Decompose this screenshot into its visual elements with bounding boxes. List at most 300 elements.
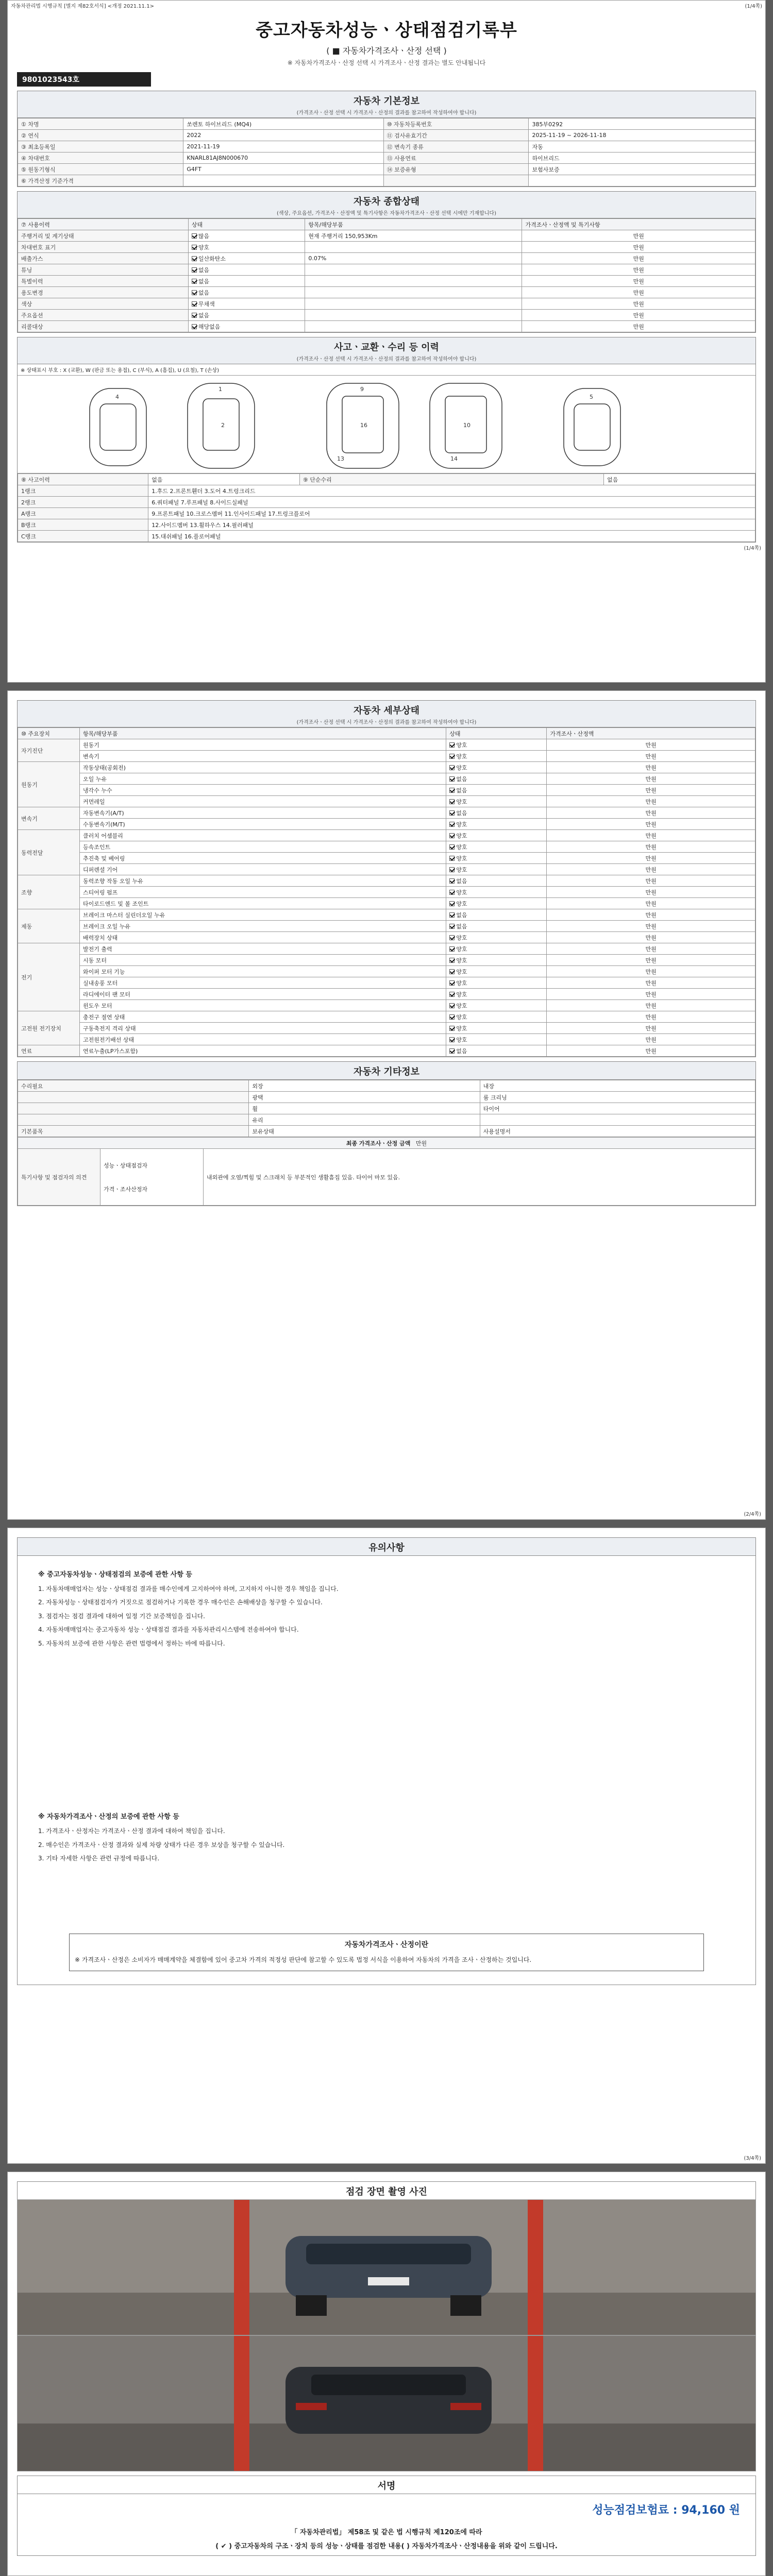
item-detail <box>305 310 522 321</box>
page-number: (2/4쪽) <box>744 1512 761 1517</box>
item-name: 광택 <box>249 1092 480 1103</box>
field-value: 2025-11-19 ~ 2026-11-18 <box>529 130 755 141</box>
table-row <box>18 1011 755 1023</box>
checkbox <box>449 958 455 963</box>
item-name: 배출가스 <box>18 253 189 264</box>
state-text: 양호 <box>456 832 467 839</box>
table-row <box>18 130 755 141</box>
caution-body: ※ 중고자동차성능ㆍ상태점검의 보증에 관한 사항 등 1. 자동차매매업자는 성능ㆍ상태점검 결과를 매수인에게 고지하여야 하며, 고지하지 아니한 경우 책임을 집니다. 2. 자동차성능ㆍ상태점검자가 거짓으로 점검하거나 기록한 경우 매수인은 손해배상을 청구할 수 있습니다. 3. 점검자는 점검 결과에 대하여 일정 기간 보증책임을 집니다. 4. 자동차매매업자는 중고자동차 성능ㆍ상태점검 결과를 자동차관리시스템에 전송하여야 합니다. 5. 자동차의 보증에 관한 사항은 관련 법령에서 정하는 바에 따릅니다. ※ 자동차가격조사ㆍ산정의 보증에 관한 사항 등 1. 가격조사ㆍ산정자는 가격조사ㆍ산정 결과에 대하여 책임을 집니다. 2. 매수인은 가격조사ㆍ산정 결과와 실제 차량 상태가 다른 경우 보상을 청구할 수 있습니다. 3. 기타 자세한 사항은 관련 규정에 따릅니다. 자동차가격조사ㆍ산정이란 ※ 가격조사ㆍ산정은 소비자가 매매계약을 체결함에 있어 중고차 가격의 적정성 판단에 참고할 수 있도록 법정 서식을 이용하여 자동차의 가격을 조사ㆍ산정하는 것입니다. <box>17 1555 756 1985</box>
document-title-block <box>8 16 765 67</box>
state-text: 양호 <box>456 764 467 771</box>
summary-header: 자동차 종합상태 (색상, 주요옵션, 가격조사ㆍ산정액 및 특기사항은 자동차가격조사ㆍ산정 선택 시에만 기재합니다) <box>17 191 756 218</box>
state-cell <box>446 796 547 807</box>
part-name: 동력조향 작동 오일 누유 <box>80 875 446 887</box>
price-cell: 만원 <box>547 932 755 943</box>
state-text: 양호 <box>456 889 467 896</box>
device-group: 전기 <box>18 943 80 1011</box>
state-cell <box>446 921 547 932</box>
part-name: 연료누출(LP가스포함) <box>80 1045 446 1057</box>
item-name: 특별이력 <box>18 276 189 287</box>
checkbox <box>192 267 197 273</box>
checkbox <box>449 742 455 748</box>
table-row <box>18 830 755 841</box>
table-row <box>18 932 755 943</box>
price-cell: 만원 <box>547 989 755 1000</box>
state-cell <box>188 276 305 287</box>
table-row <box>18 531 755 542</box>
legal-statement-2: ( ✔ ) 중고자동차의 구조ㆍ장치 등의 성능ㆍ상태를 점검한 내용( ) 자동차가격조사ㆍ산정내용을 위와 같이 드립니다. <box>215 2543 558 2550</box>
page-header <box>8 1 765 9</box>
rank-label: B랭크 <box>18 519 148 531</box>
state-cell <box>446 909 547 921</box>
table-row <box>18 485 755 497</box>
item-name: 유리 <box>249 1114 480 1126</box>
state-cell <box>446 1011 547 1023</box>
part-name: 윈도우 모터 <box>80 1000 446 1011</box>
state-cell <box>446 966 547 977</box>
basic-info-header: 자동차 기본정보 (가격조사ㆍ산정 선택 시 가격조사ㆍ산정의 결과를 참고하여 작성하여야 합니다) <box>17 91 756 117</box>
column-header: 가격조사ㆍ산정액 <box>547 728 755 739</box>
price-cell: 만원 <box>547 739 755 751</box>
state-text: 없음 <box>198 312 210 319</box>
part-name: 수동변속기(M/T) <box>80 819 446 830</box>
svg-text:14: 14 <box>450 455 458 462</box>
part-name: 추진축 및 베어링 <box>80 853 446 864</box>
state-text: 많음 <box>198 232 210 240</box>
device-group: 고전원 전기장치 <box>18 1011 80 1045</box>
price-cell: 만원 <box>547 943 755 955</box>
state-cell <box>446 1023 547 1034</box>
state-cell <box>446 977 547 989</box>
price-cell: 만원 <box>547 853 755 864</box>
form-reference: 자동차관리법 시행규칙 [별지 제82호서식] <개정 2021.11.1> <box>11 4 154 9</box>
field-value <box>183 175 383 187</box>
part-name: 충전구 절연 상태 <box>80 1011 446 1023</box>
state-cell <box>446 887 547 898</box>
document-note: ※ 자동차가격조사ㆍ산정 선택 시 가격조사ㆍ산정 결과는 별도 안내됩니다 <box>287 59 486 66</box>
price-cell: 만원 <box>547 887 755 898</box>
other-info-table <box>17 1079 756 1206</box>
car-on-lift-photo <box>18 2200 756 2335</box>
price-cell: 만원 <box>547 966 755 977</box>
table-row <box>18 1103 755 1114</box>
item-name: 주요옵션 <box>18 310 189 321</box>
state-text: 양호 <box>456 945 467 953</box>
field-label: ⑤ 원동기형식 <box>18 164 183 175</box>
other-info-header: 자동차 기타정보 <box>17 1061 756 1079</box>
device-group: 변속기 <box>18 807 80 830</box>
table-row <box>18 519 755 531</box>
column-header: ⑦ 사용이력 <box>18 219 189 230</box>
part-name: 작동상태(공회전) <box>80 762 446 773</box>
state-text: 없음 <box>456 877 467 885</box>
table-row <box>18 1000 755 1011</box>
item-name: 주행거리 및 계기상태 <box>18 230 189 242</box>
field-label: ⑬ 사용연료 <box>383 152 529 164</box>
field-label: ⑪ 검사유효기간 <box>383 130 529 141</box>
state-text: 양호 <box>456 1036 467 1043</box>
car-rear-photo <box>18 2336 756 2471</box>
part-name: 와이퍼 모터 기능 <box>80 966 446 977</box>
price-explanation-box: 자동차가격조사ㆍ산정이란 ※ 가격조사ㆍ산정은 소비자가 매매계약을 체결함에 있어 중고차 가격의 적정성 판단에 참고할 수 있도록 법정 서식을 이용하여 자동차의 가격을 조사ㆍ산정하는 것입니다. <box>69 1934 704 1971</box>
price-cell: 만원 <box>547 875 755 887</box>
car-damage-diagram <box>18 376 755 473</box>
accident-history-value: 없음 <box>148 474 300 485</box>
table-row <box>18 807 755 819</box>
checkbox <box>192 256 197 261</box>
state-cell <box>446 1045 547 1057</box>
svg-text:4: 4 <box>115 394 119 400</box>
field-value: 하이브리드 <box>529 152 755 164</box>
state-cell <box>446 932 547 943</box>
rank-items: 9.프론트패널 10.크로스멤버 11.인사이드패널 17.트렁크플로어 <box>148 508 755 519</box>
special-notes-text: 내외관에 오염/찍힘 및 스크래치 등 부분적인 생활흠집 있음. 타이어 마모 있음. <box>204 1149 755 1206</box>
part-name: 브레이크 오일 누유 <box>80 921 446 932</box>
price-cell: 만원 <box>522 230 755 242</box>
checkbox <box>449 969 455 974</box>
state-text: 없음 <box>456 1047 467 1055</box>
field-label: ⑩ 자동차등록번호 <box>383 118 529 130</box>
state-text: 없음 <box>456 911 467 919</box>
column-header: 항목/해당부품 <box>80 728 446 739</box>
price-cell: 만원 <box>547 819 755 830</box>
field-label: ③ 최초등록일 <box>18 141 183 152</box>
basic-info-table <box>17 117 756 187</box>
item-name: 보유상태 <box>249 1126 480 1137</box>
price-cell: 만원 <box>547 955 755 966</box>
page-number: (3/4쪽) <box>744 2156 761 2161</box>
item-detail: 0.07% <box>305 253 522 264</box>
table-row <box>18 819 755 830</box>
checkbox <box>449 878 455 884</box>
state-cell <box>188 321 305 332</box>
table-row <box>18 785 755 796</box>
table-row <box>18 164 755 175</box>
device-group: 원동기 <box>18 762 80 807</box>
svg-text:16: 16 <box>360 422 367 429</box>
state-text: 양호 <box>456 991 467 998</box>
part-name: 고전원전기배선 상태 <box>80 1034 446 1045</box>
state-cell <box>188 242 305 253</box>
state-cell <box>446 955 547 966</box>
column-header: 항목/해당부품 <box>305 219 522 230</box>
price-cell: 만원 <box>547 751 755 762</box>
field-label: ⑥ 가격산정 기준가격 <box>18 175 183 187</box>
field-label <box>383 175 529 187</box>
table-row <box>18 242 755 253</box>
state-text: 양호 <box>456 934 467 941</box>
part-name: 배력장치 상태 <box>80 932 446 943</box>
checkbox <box>192 324 197 329</box>
price-cell: 만원 <box>547 1023 755 1034</box>
field-label: ② 연식 <box>18 130 183 141</box>
state-text: 일산화탄소 <box>198 255 226 262</box>
checkbox <box>449 980 455 986</box>
state-text: 무채색 <box>198 300 215 308</box>
state-cell <box>188 310 305 321</box>
price-cell: 만원 <box>522 264 755 276</box>
state-cell <box>446 853 547 864</box>
item-name: 차대번호 표기 <box>18 242 189 253</box>
page-2 <box>7 690 766 1520</box>
checkbox <box>449 890 455 895</box>
page-number: (1/4쪽) <box>744 546 761 551</box>
state-cell <box>446 898 547 909</box>
item-name: 휠 <box>249 1103 480 1114</box>
checkbox <box>449 935 455 940</box>
state-text: 없음 <box>456 809 467 817</box>
part-name: 커먼레일 <box>80 796 446 807</box>
price-cell: 만원 <box>522 253 755 264</box>
checkbox <box>449 1003 455 1008</box>
state-cell <box>446 739 547 751</box>
price-cell: 만원 <box>547 1000 755 1011</box>
state-text: 양호 <box>456 1002 467 1009</box>
table-row <box>18 321 755 332</box>
table-row <box>18 898 755 909</box>
state-text: 양호 <box>456 843 467 851</box>
checkbox <box>449 822 455 827</box>
checkbox <box>192 233 197 239</box>
state-cell <box>446 864 547 875</box>
state-cell <box>446 841 547 853</box>
field-label: ⑭ 보증유형 <box>383 164 529 175</box>
state-cell <box>188 230 305 242</box>
table-row <box>18 508 755 519</box>
checkbox <box>449 1026 455 1031</box>
checkbox <box>192 290 197 295</box>
simple-repair-label: ⑨ 단순수리 <box>299 474 603 485</box>
price-cell: 만원 <box>547 807 755 819</box>
state-cell <box>446 830 547 841</box>
state-cell <box>446 773 547 785</box>
device-group: 동력전달 <box>18 830 80 875</box>
checkbox <box>449 992 455 997</box>
state-cell <box>446 1000 547 1011</box>
state-text: 양호 <box>456 900 467 907</box>
group-label: 수리필요 <box>18 1080 249 1092</box>
page-count: (1/4쪽) <box>745 4 762 9</box>
part-name: 냉각수 누수 <box>80 785 446 796</box>
table-row <box>18 152 755 164</box>
table-row <box>18 118 755 130</box>
group-label <box>18 1103 249 1114</box>
svg-text:9: 9 <box>360 386 364 393</box>
state-text: 없음 <box>456 923 467 930</box>
field-label: ① 차명 <box>18 118 183 130</box>
accident-header: 사고ㆍ교환ㆍ수리 등 이력 (가격조사ㆍ산정 선택 시 가격조사ㆍ산정의 결과를 참고하여 작성하여야 합니다) <box>17 337 756 364</box>
price-cell: 만원 <box>522 287 755 298</box>
state-text: 양호 <box>456 798 467 805</box>
legal-statement-1: 「 자동차관리법」 제58조 및 같은 법 시행규칙 제120조에 따라 <box>291 2529 482 2536</box>
table-row <box>18 909 755 921</box>
table-row <box>18 921 755 932</box>
price-cell: 만원 <box>547 796 755 807</box>
column-header: 상태 <box>188 219 305 230</box>
table-row <box>18 1092 755 1103</box>
detail-header: 자동차 세부상태 (가격조사ㆍ산정 선택 시 가격조사ㆍ산정의 결과를 참고하여 작성하여야 합니다) <box>17 700 756 727</box>
state-cell <box>188 287 305 298</box>
item-detail <box>305 298 522 310</box>
table-row <box>18 887 755 898</box>
price-cell: 만원 <box>522 298 755 310</box>
state-text: 양호 <box>456 1025 467 1032</box>
part-name: 브레이크 마스터 실린더오일 누유 <box>80 909 446 921</box>
state-text: 없음 <box>456 787 467 794</box>
rank-items: 15.대쉬패널 16.플로어패널 <box>148 531 755 542</box>
checkbox <box>449 1014 455 1020</box>
svg-text:1: 1 <box>219 386 222 393</box>
device-group: 조향 <box>18 875 80 909</box>
part-name: 발전기 출력 <box>80 943 446 955</box>
svg-text:2: 2 <box>221 422 225 429</box>
part-name: 디퍼렌셜 기어 <box>80 864 446 875</box>
checkbox <box>449 912 455 918</box>
table-row <box>18 1045 755 1057</box>
table-row <box>18 739 755 751</box>
table-row <box>18 955 755 966</box>
field-value: G4FT <box>183 164 383 175</box>
state-cell <box>188 298 305 310</box>
checkbox <box>449 1048 455 1054</box>
table-row <box>18 864 755 875</box>
state-cell <box>446 819 547 830</box>
item-name: 타이어 <box>480 1103 755 1114</box>
page-1 <box>7 0 766 683</box>
state-text: 양호 <box>456 979 467 987</box>
part-name: 구동축전지 격리 상태 <box>80 1023 446 1034</box>
car-outline-diagram <box>18 376 757 473</box>
part-name: 타이로드엔드 및 볼 조인트 <box>80 898 446 909</box>
field-value: 2021-11-19 <box>183 141 383 152</box>
rank-items: 1.후드 2.프론트휀더 3.도어 4.트렁크리드 <box>148 485 755 497</box>
checkbox <box>449 867 455 872</box>
state-text: 없음 <box>198 289 210 296</box>
table-row <box>18 875 755 887</box>
state-cell <box>446 762 547 773</box>
item-name: 리콜대상 <box>18 321 189 332</box>
state-text: 양호 <box>456 1013 467 1021</box>
field-value: 쏘렌토 하이브리드 (MQ4) <box>183 118 383 130</box>
price-cell: 만원 <box>547 830 755 841</box>
state-text: 해당없음 <box>198 323 221 330</box>
table-row <box>18 751 755 762</box>
price-cell: 만원 <box>522 276 755 287</box>
device-group: 제동 <box>18 909 80 943</box>
inspector-role: 성능ㆍ상태점검자 가격ㆍ조사산정자 <box>100 1149 204 1206</box>
table-row <box>18 253 755 264</box>
price-cell: 만원 <box>547 977 755 989</box>
state-cell <box>188 264 305 276</box>
field-value: 385부0292 <box>529 118 755 130</box>
state-text: 양호 <box>456 855 467 862</box>
table-row <box>18 943 755 955</box>
state-text: 양호 <box>456 741 467 749</box>
item-detail <box>305 276 522 287</box>
part-name: 오일 누유 <box>80 773 446 785</box>
part-name: 클러치 어셈블리 <box>80 830 446 841</box>
checkbox <box>449 788 455 793</box>
price-cell: 만원 <box>547 762 755 773</box>
state-text: 없음 <box>198 278 210 285</box>
price-cell: 만원 <box>547 1011 755 1023</box>
group-label <box>18 1114 249 1126</box>
item-name: 사용설명서 <box>480 1126 755 1137</box>
part-name: 자동변속기(A/T) <box>80 807 446 819</box>
price-cell: 만원 <box>522 321 755 332</box>
caution-header: 유의사항 <box>17 1537 756 1555</box>
column-header: 상태 <box>446 728 547 739</box>
state-cell <box>446 875 547 887</box>
part-name: 시동 모터 <box>80 955 446 966</box>
price-cell: 만원 <box>547 921 755 932</box>
state-cell <box>446 1034 547 1045</box>
price-cell: 만원 <box>522 242 755 253</box>
checkbox <box>449 833 455 838</box>
checkbox <box>449 799 455 804</box>
checkbox <box>449 810 455 816</box>
field-value: KNARL81AJ8N000670 <box>183 152 383 164</box>
item-detail <box>305 321 522 332</box>
item-detail: 현재 주행거리 150,953Km <box>305 230 522 242</box>
state-text: 양호 <box>198 244 210 251</box>
part-name: 라디에이터 팬 모터 <box>80 989 446 1000</box>
table-row <box>18 977 755 989</box>
state-cell <box>446 785 547 796</box>
table-row <box>18 1023 755 1034</box>
state-cell <box>446 751 547 762</box>
part-name: 원동기 <box>80 739 446 751</box>
checkbox <box>449 901 455 906</box>
table-row <box>18 773 755 785</box>
checkbox <box>449 776 455 782</box>
inspection-photo-front <box>17 2199 756 2335</box>
field-value: 자동 <box>529 141 755 152</box>
rank-label: C랭크 <box>18 531 148 542</box>
page-3 <box>7 1528 766 2164</box>
field-value: 2022 <box>183 130 383 141</box>
table-row <box>18 141 755 152</box>
simple-repair-value: 없음 <box>604 474 755 485</box>
item-detail <box>305 242 522 253</box>
price-cell: 만원 <box>547 773 755 785</box>
price-cell: 만원 <box>547 785 755 796</box>
table-row <box>18 762 755 773</box>
table-row <box>18 1114 755 1126</box>
checkbox <box>449 754 455 759</box>
signature-header: 서명 <box>17 2476 756 2494</box>
state-cell <box>446 989 547 1000</box>
field-value <box>529 175 755 187</box>
checkbox <box>449 844 455 850</box>
table-row <box>18 175 755 187</box>
checkbox <box>449 856 455 861</box>
checkbox <box>449 946 455 952</box>
state-cell <box>188 253 305 264</box>
item-name <box>480 1114 755 1126</box>
part-name: 등속조인트 <box>80 841 446 853</box>
checkbox <box>192 313 197 318</box>
svg-text:5: 5 <box>590 394 593 400</box>
table-row <box>18 264 755 276</box>
part-name: 실내송풍 모터 <box>80 977 446 989</box>
column-header: 가격조사ㆍ산정액 및 특기사항 <box>522 219 755 230</box>
table-row <box>18 287 755 298</box>
price-cell: 만원 <box>547 1034 755 1045</box>
checkbox <box>449 924 455 929</box>
field-value: 보험사보증 <box>529 164 755 175</box>
item-name: 튜닝 <box>18 264 189 276</box>
